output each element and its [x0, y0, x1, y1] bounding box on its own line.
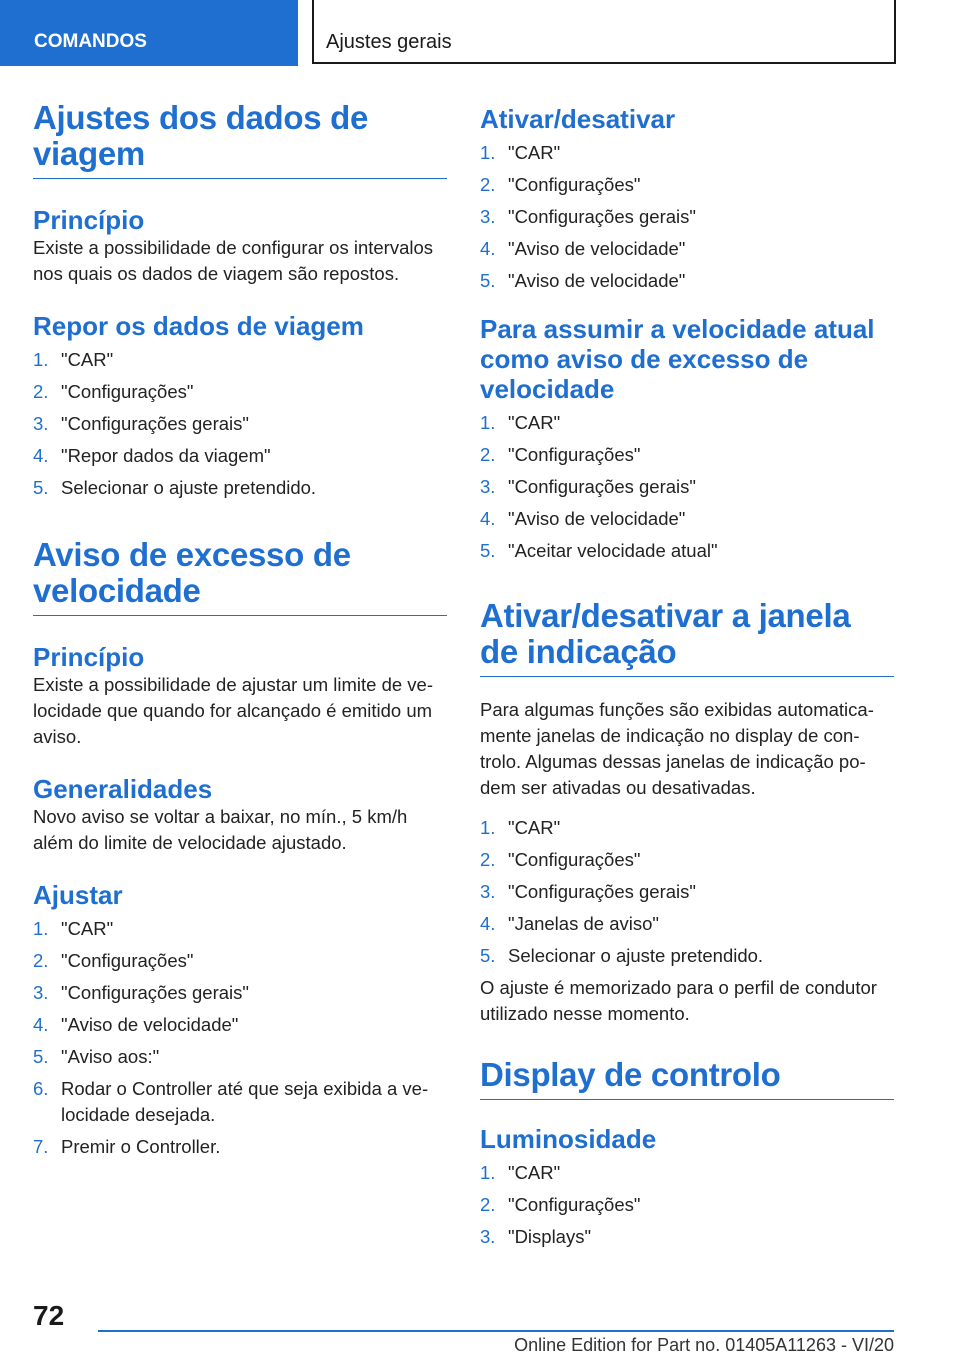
list-item: 3. "Configurações gerais": [480, 881, 696, 902]
list-item: 2. "Configurações": [480, 174, 641, 195]
left-column: [33, 100, 447, 1166]
heading-ajustar: Ajustar: [33, 880, 123, 910]
list-item: 3. "Configurações gerais": [480, 476, 696, 497]
list-item: 7. Premir o Controller.: [33, 1136, 221, 1157]
list-item: 1. "CAR": [33, 349, 114, 370]
list-item: 6. Rodar o Controller até que seja exibida a velocidade desejada.: [33, 1078, 429, 1125]
heading-repor: Repor os dados de viagem: [33, 311, 364, 341]
list-item: 5. Selecionar o ajuste pretendido.: [33, 477, 317, 498]
list-ajustar: [33, 916, 447, 1160]
page-number: 72: [33, 1300, 65, 1331]
heading-speed-warning: Aviso de excesso de velocidade: [33, 537, 447, 616]
list-item: 2. "Configurações": [33, 950, 194, 971]
heading-ativar: Ativar/desativar: [480, 104, 676, 134]
list-item: 5. Selecionar o ajuste pretendido.: [480, 945, 764, 966]
chapter-title: Ajustes gerais: [312, 0, 896, 64]
list-item: 3. "Configurações gerais": [480, 206, 696, 227]
text-principio-2: Existe a possibilidade de ajustar um limite de velocidade que quando for alcançado é emitido um aviso.: [33, 674, 434, 747]
heading-principio-2: Princípio: [33, 642, 145, 672]
list-repor: [33, 347, 447, 501]
list-item: 4. "Janelas de aviso": [480, 913, 659, 934]
heading-luminosidade: Luminosidade: [480, 1124, 657, 1154]
heading-generalidades: Generalidades: [33, 774, 213, 804]
list-luminosidade: [480, 1160, 894, 1250]
list-item: 2. "Configurações": [480, 849, 641, 870]
list-item: 1. "CAR": [480, 1162, 561, 1183]
text-principio-1: Existe a possibilidade de configurar os intervalos nos quais os dados de viagem são repostos.: [33, 237, 434, 284]
list-item: 5. "Aviso aos:": [33, 1046, 160, 1067]
list-assumir: [480, 410, 894, 564]
footer-divider: [98, 1330, 894, 1332]
list-item: 4. "Aviso de velocidade": [33, 1014, 239, 1035]
heading-principio-1: Princípio: [33, 205, 145, 235]
list-ativar: [480, 140, 894, 294]
list-item: 1. "CAR": [480, 817, 561, 838]
text-janela: Para algumas funções são exibidas automaticamente janelas de indicação no display de controlo. Algumas dessas janelas de indicação podem ser ativadas ou desativadas.: [480, 699, 874, 798]
list-item: 3. "Configurações gerais": [33, 982, 249, 1003]
list-item: 2. "Configurações": [480, 444, 641, 465]
list-item: 4. "Aviso de velocidade": [480, 238, 686, 259]
list-item: 5. "Aceitar velocidade atual": [480, 540, 718, 561]
text-generalidades: Novo aviso se voltar a baixar, no mín., 5 km/h além do limite de velocidade ajustado.: [33, 806, 408, 853]
heading-janela: Ativar/desativar a janela de indicação: [480, 598, 894, 677]
page-header: [0, 0, 960, 66]
list-item: 4. "Aviso de velocidade": [480, 508, 686, 529]
heading-assumir: Para assumir a velocidade atual como aviso de excesso de velocidade: [480, 314, 875, 404]
list-item: 3. "Configurações gerais": [33, 413, 249, 434]
section-tab: COMANDOS: [0, 0, 298, 66]
list-janela: [480, 815, 894, 969]
list-item: 1. "CAR": [480, 412, 561, 433]
list-item: 2. "Configurações": [480, 1194, 641, 1215]
edition-note: Online Edition for Part no. 01405A11263 - VI/20: [514, 1335, 894, 1355]
list-item: 4. "Repor dados da viagem": [33, 445, 271, 466]
list-item: 1. "CAR": [480, 142, 561, 163]
list-item: 1. "CAR": [33, 918, 114, 939]
list-item: 2. "Configurações": [33, 381, 194, 402]
heading-trip-settings: Ajustes dos dados de viagem: [33, 100, 447, 179]
right-column: [480, 104, 894, 1256]
heading-display: Display de controlo: [480, 1057, 894, 1100]
text-janela-note: O ajuste é memorizado para o perfil de condutor utilizado nesse momento.: [480, 977, 877, 1024]
list-item: 3. "Displays": [480, 1226, 592, 1247]
list-item: 5. "Aviso de velocidade": [480, 270, 686, 291]
